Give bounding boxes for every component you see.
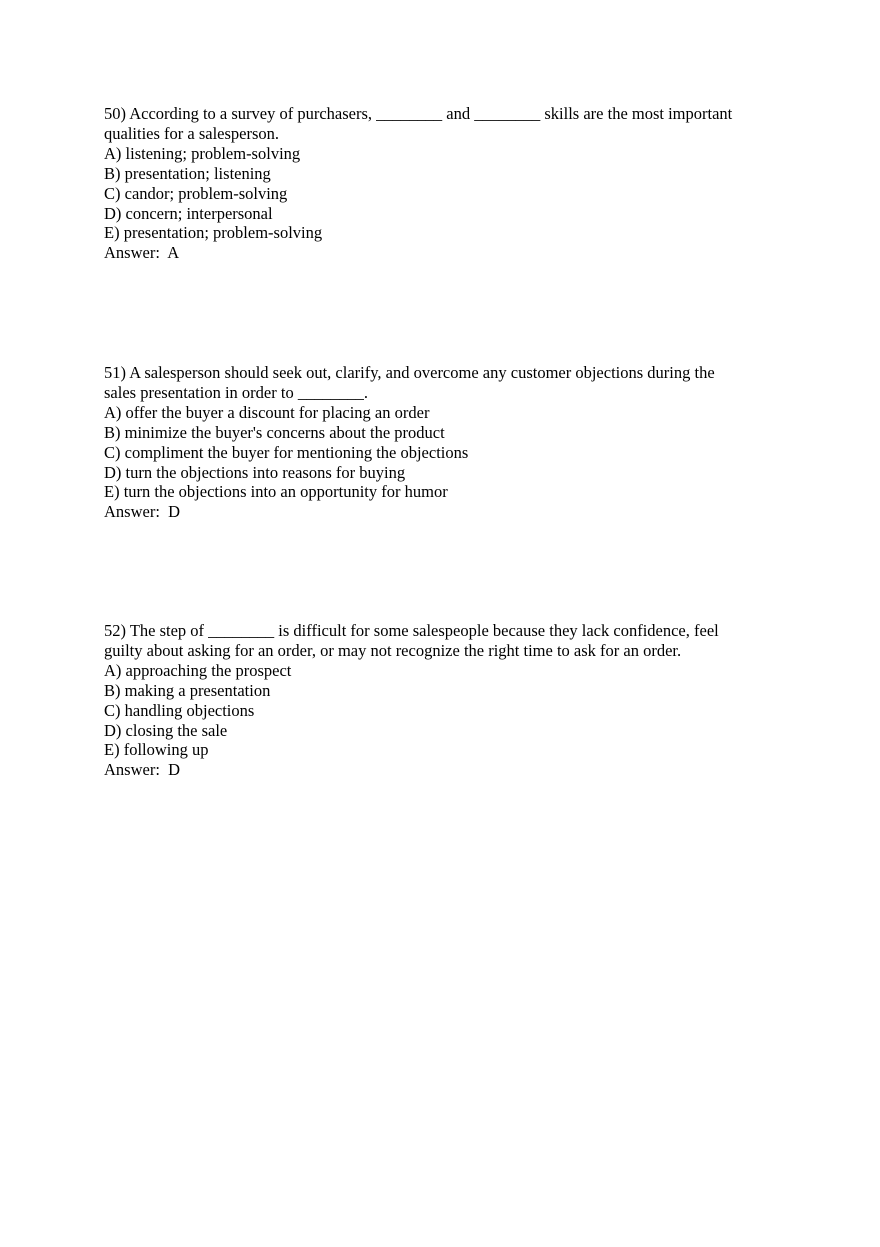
answer-option-c: C) handling objections <box>104 700 255 720</box>
answer-option-d: D) concern; interpersonal <box>104 203 273 223</box>
answer-option-d: D) turn the objections into reasons for buying <box>104 462 406 482</box>
answer-option-b: B) minimize the buyer's concerns about the product <box>104 422 445 442</box>
question-stem-line: 51) A salesperson should seek out, clarify, and overcome any customer objections during the <box>104 363 715 382</box>
answer-key: Answer: A <box>104 243 180 263</box>
answer-option-a: A) listening; problem-solving <box>104 143 301 163</box>
answer-option-e: E) following up <box>104 740 209 760</box>
question-stem-line: 52) The step of ________ is difficult for some salespeople because they lack confidence, feel <box>104 621 719 640</box>
answer-option-c: C) candor; problem-solving <box>104 183 288 203</box>
question-stem-line: qualities for a salesperson. <box>104 123 280 143</box>
answer-option-e: E) turn the objections into an opportunity for humor <box>104 482 448 502</box>
answer-option-c: C) compliment the buyer for mentioning the objections <box>104 442 469 462</box>
answer-option-e: E) presentation; problem-solving <box>104 223 323 243</box>
question-52 <box>104 621 784 780</box>
answer-option-d: D) closing the sale <box>104 720 228 740</box>
answer-option-b: B) making a presentation <box>104 680 271 700</box>
question-stem-line: guilty about asking for an order, or may not recognize the right time to ask for an order. <box>104 640 682 660</box>
question-stem-line: sales presentation in order to ________. <box>104 382 368 402</box>
question-51 <box>104 363 784 522</box>
answer-option-a: A) approaching the prospect <box>104 660 292 680</box>
answer-key: Answer: D <box>104 502 181 522</box>
answer-key: Answer: D <box>104 760 181 780</box>
answer-option-a: A) offer the buyer a discount for placing an order <box>104 402 430 422</box>
answer-option-b: B) presentation; listening <box>104 163 271 183</box>
question-stem-line: 50) According to a survey of purchasers, ________ and ________ skills are the most important <box>104 104 733 123</box>
question-50 <box>104 104 784 263</box>
